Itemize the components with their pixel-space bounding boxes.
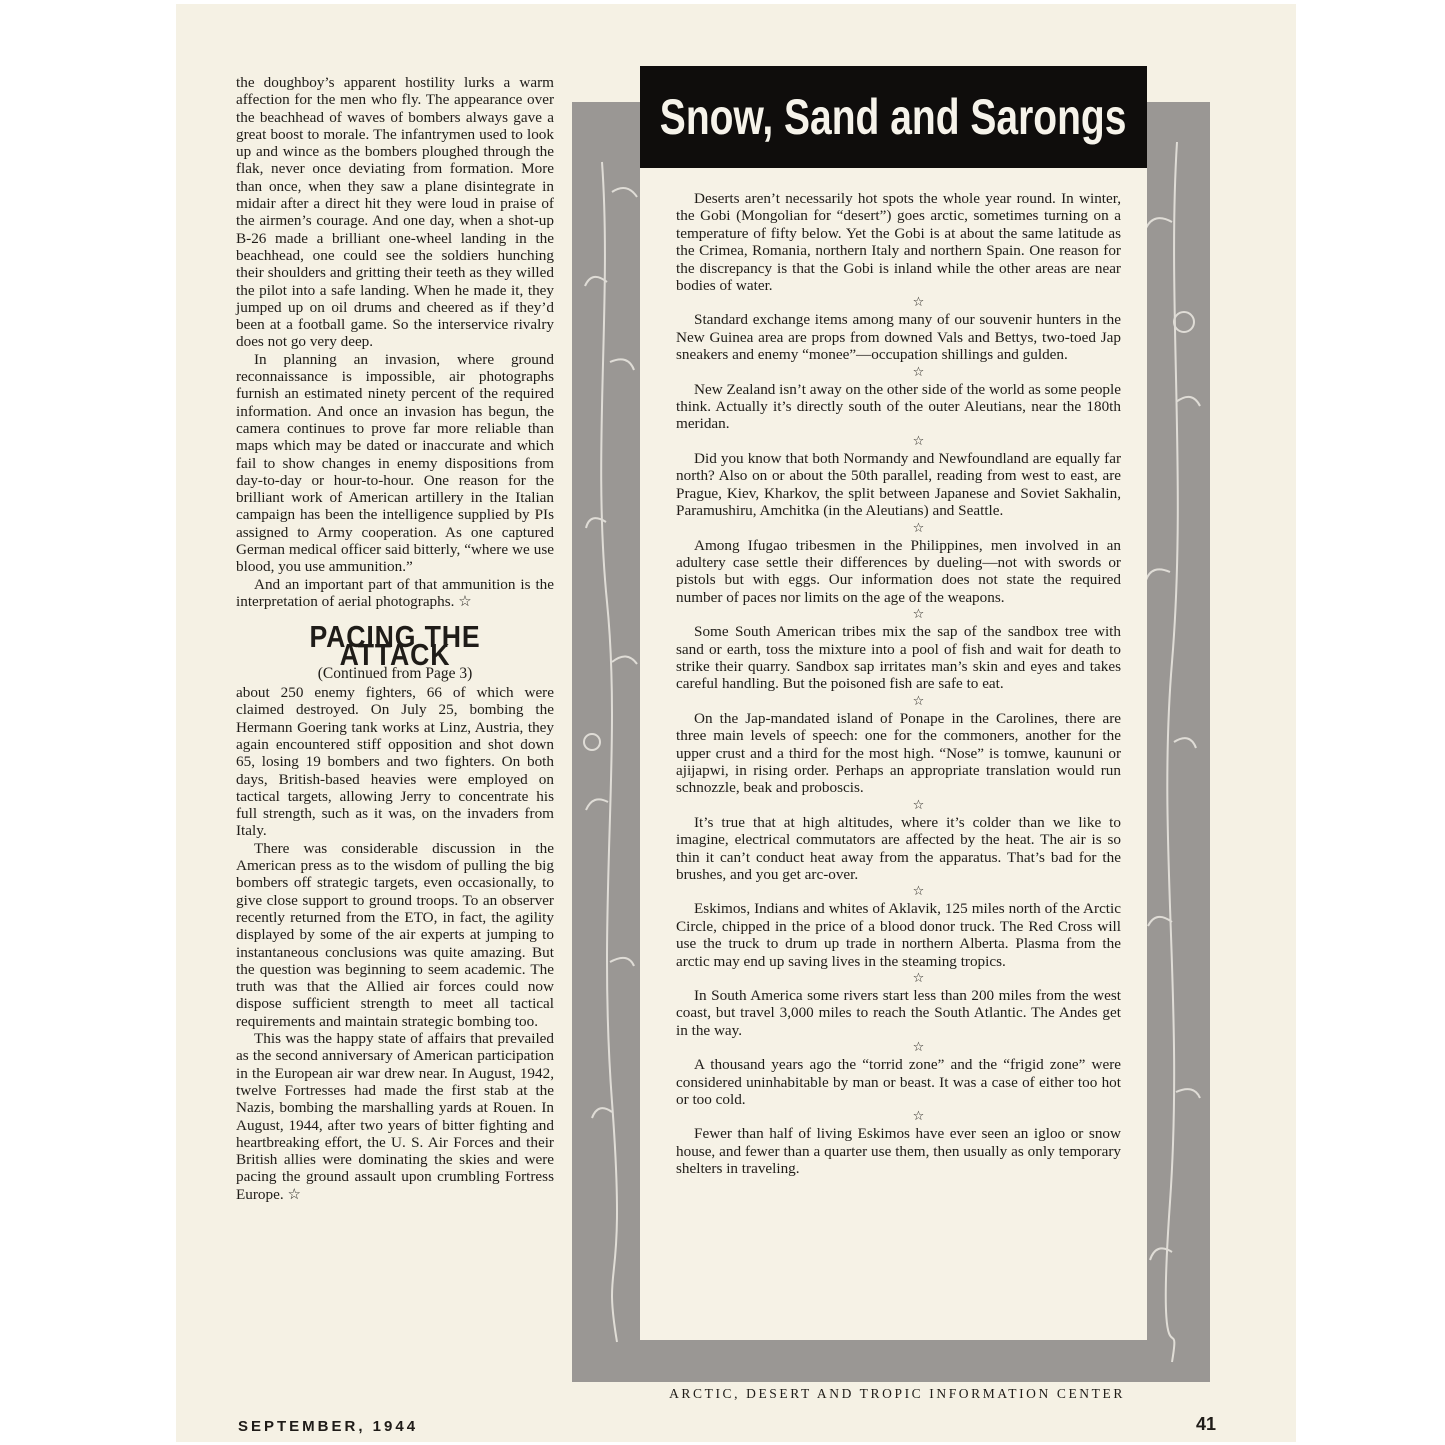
list-item: Standard exchange items among many of our souvenir hunters in the New Guinea area are props from downed Vals and Bettys, two-toed Jap sneakers and enemy “monee”—occupation shillings and gulden. [676, 311, 1121, 364]
list-item: Some South American tribes mix the sap of the sandbox tree with sand or earth, toss the mixture into a pool of fish and wait for death to strike their quarry. Sandbox sap irritates man’s skin and eyes and takes careful handling. But the poisoned fish are safe to eat. [676, 623, 1121, 693]
list-item: Did you know that both Normandy and Newfoundland are equally far north? Also on or about the 50th parallel, reading from west to east, are Prague, Kiev, Kharkov, the split between Japanese and Soviet Sakhalin, Paramushiru, Amchitka (in the Aleutians) and Seattle. [676, 449, 1121, 520]
star-icon: ☆ [912, 607, 925, 623]
list-item: Deserts aren’t necessarily hot spots the whole year round. In winter, the Gobi (Mongolian for “desert”) goes arctic, sometimes turning on a temperature of fifty below. Yet the Gobi is at about the same latitude as the Crimea, Romania, northern Italy and northern Spain. One reason for the discrepancy is that the Gobi is inland while the other areas are near bodies of water. [676, 190, 1121, 295]
trivia-list [676, 190, 1121, 1178]
star-icon: ☆ [912, 433, 925, 449]
paragraph: the doughboy’s apparent hostility lurks a warm affection for the men who fly. The appearance over the beachhead of waves of bombers always gave a great boost to morale. The infantrymen used to look up and wince as the bombers ploughed through the flak, never once deviating from formation. More than once, when they saw a plane disintegrate in midair after a direct hit they were loud in praise of the airmen’s courage. And one day, when a shot-up B-26 made a brilliant one-wheel landing in the beachhead, one could see the soldiers hunching their shoulders and gritting their teeth as they willed the pilot into a safe landing. When he made it, they jumped up on oil drums and cheered as if they’d been at a football game. So the interservice rivalry does not go very deep. [236, 74, 554, 351]
panel-title-bar [640, 66, 1147, 168]
list-item: New Zealand isn’t away on the other side of the world as some people think. Actually it’s directly south of the outer Aleutians, near the 180th meridan. [676, 380, 1121, 433]
section-title: PACING THE ATTACK [309, 619, 481, 672]
section-subtitle: (Continued from Page 3) [317, 664, 473, 682]
star-icon: ☆ [912, 797, 925, 813]
star-icon: ☆ [912, 884, 925, 900]
paragraph: In planning an invasion, where ground reconnaissance is impossible, air photographs furnish an estimated ninety percent of the required information. And once an invasion has begun, the camera continues to prove far more reliable than maps which may be dated or inaccurate and which fail to show changes in enemy dispositions from day-to-day or hour-to-hour. One reason for the brilliant work of American artillery in the Italian campaign has been the intelligence supplied by PIs assigned to Army cooperation. As one captured German medical officer said bitterly, “where we use blood, you use ammunition.” [236, 350, 554, 576]
list-item: It’s true that at high altitudes, where it’s colder than we like to imagine, electrical commutators are affected by the heat. The air is so thin it can’t conduct heat away from the apparatus. That’s bad for the brushes, and you get arc-over. [676, 813, 1121, 883]
star-icon: ☆ [912, 971, 925, 987]
star-icon: ☆ [912, 693, 925, 709]
page-number: 41 [1196, 1414, 1217, 1434]
left-column [236, 74, 554, 1203]
star-icon: ☆ [912, 1040, 925, 1056]
star-icon: ☆ [912, 295, 925, 311]
star-icon: ☆ [912, 1109, 925, 1125]
list-item: In South America some rivers start less than 200 miles from the west coast, but travel 3,000 miles to reach the South Atlantic. The Andes get in the way. [676, 987, 1121, 1039]
list-item: Among Ifugao tribesmen in the Philippines, men involved in an adultery case settle their differences by dueling—not with swords or pistols but with eggs. Our information does not state the required number of paces nor limits on the age of the weapons. [676, 536, 1121, 606]
paragraph: There was considerable discussion in the American press as to the wisdom of pulling the big bombers off strategic targets, even occasionally, to give close support to ground troops. To an observer recently returned from the ETO, in fact, the agility displayed by some of the air experts at jumping to instantaneous conclusions was quite amazing. But the question was beginning to seem academic. The truth was that the Allied air forces could now dispose sufficient strength to meet all tactical requirements and maintain strategic bombing too. [236, 839, 554, 1030]
paragraph: about 250 enemy fighters, 66 of which were claimed destroyed. On July 25, bombing the Hermann Goering tank works at Linz, Austria, they again encountered stiff opposition and shot down 65, losing 19 bombers and two fighters. On both days, British-based heavies were employed on tactical targets, allowing Jerry to concentrate his full strength, such as it was, on the invaders from Italy. [236, 684, 554, 840]
list-item: On the Jap-mandated island of Ponape in the Carolines, there are three main levels of speech: one for the commoners, another for the upper crust and a third for the most high. “Nose” is tomwe, kaununi or ajijapwi, in rising order. Perhaps an appropriate translation would run schnozzle, beak and proboscis. [676, 709, 1121, 797]
list-item: Eskimos, Indians and whites of Aklavik, 125 miles north of the Arctic Circle, chipped in the price of a blood donor truck. The Red Cross will use the truck to drum up trade in northern Alberta. Plasma from the arctic may end up saving lives in the steaming tropics. [676, 900, 1121, 970]
paragraph: And an important part of that ammunition is the interpretation of aerial photographs. ☆ [236, 575, 554, 610]
issue-date: SEPTEMBER, 1944 [238, 1418, 419, 1435]
paragraph: This was the happy state of affairs that prevailed as the second anniversary of American participation in the European air war drew near. In August, 1942, twelve Fortresses had made the first stab at the Nazis, bombing the marshalling yards at Rouen. In August, 1944, after two years of bitter fighting and heartbreaking effort, the U. S. Air Forces and their British allies were dominating the skies and were pacing the ground assault upon crumbling Fortress Europe. ☆ [236, 1030, 554, 1203]
star-icon: ☆ [912, 520, 925, 536]
panel-credit: ARCTIC, DESERT AND TROPIC INFORMATION CENTER [669, 1386, 1125, 1401]
list-item: A thousand years ago the “torrid zone” and the “frigid zone” were considered uninhabitable by man or beast. It was a case of either too hot or too cold. [676, 1056, 1121, 1109]
star-icon: ☆ [912, 364, 925, 380]
list-item: Fewer than half of living Eskimos have ever seen an igloo or snow house, and fewer than a quarter use them, then usually as only temporary shelters in traveling. [676, 1125, 1121, 1178]
panel-title: Snow, Sand and Sarongs [660, 89, 1127, 145]
